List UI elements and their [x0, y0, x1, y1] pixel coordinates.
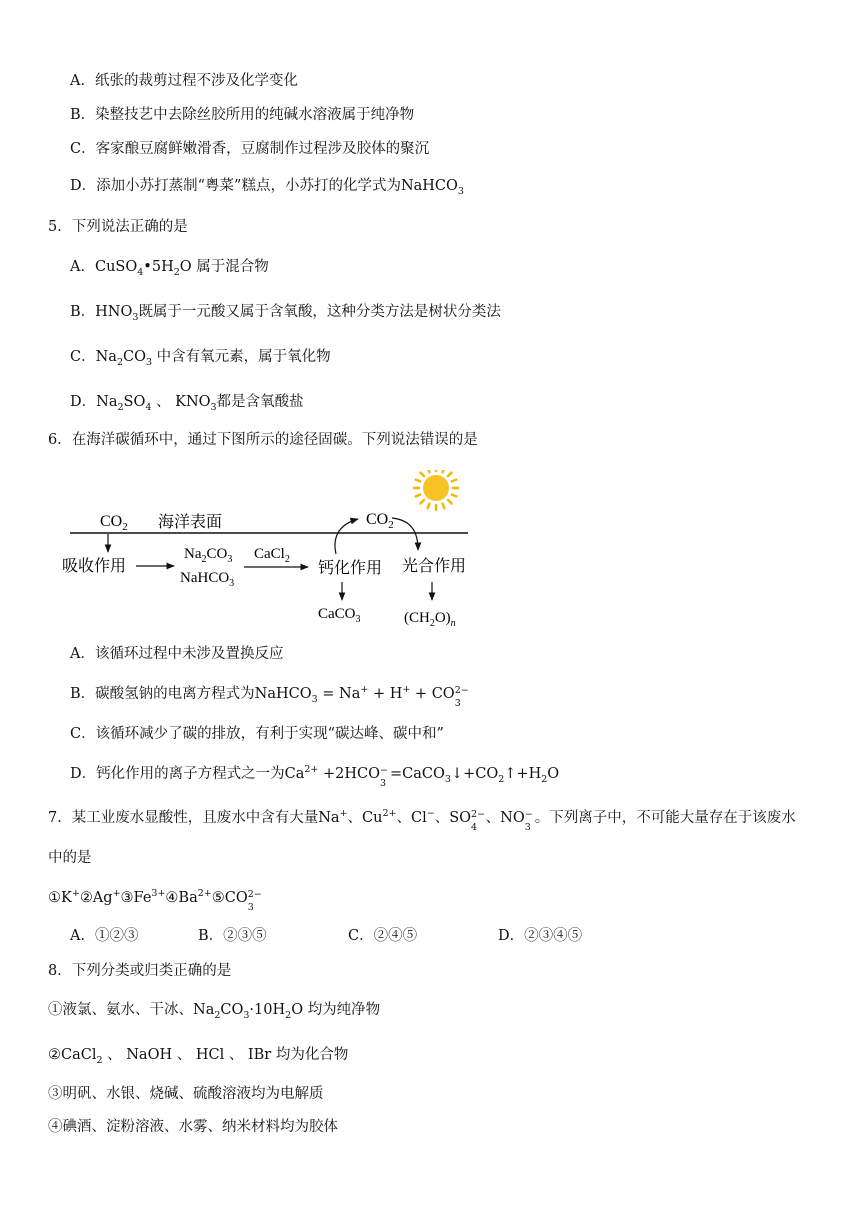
q4-option-d-formula: NaHCO$_3$ [400, 178, 464, 197]
q5-option-a [70, 257, 269, 277]
carbon-cycle-diagram [60, 470, 480, 640]
absorb-label: 吸收作用 [62, 556, 127, 575]
q8-item-3: ③明矾、水银、烧碱、硫酸溶液均为电解质 [48, 1086, 324, 1102]
q4-option-d-text: D．添加小苏打蒸制“粤菜”糕点，小苏打的化学式为 [70, 178, 401, 194]
q6-option-a: A．该循环过程中未涉及置换反应 [70, 646, 284, 662]
q7-option-b: B．②③⑤ [198, 928, 267, 944]
q7-stem-line2: 中的是 [48, 850, 92, 866]
q5-d-formula1: $Na_2SO_4$ [96, 394, 152, 413]
na2co3-label: $Na_2CO_3$ [184, 546, 233, 565]
co2-label-mid: $CO_2$ [366, 511, 394, 531]
q5-b-text: 既属于一元酸又属于含氧酸，这种分类方法是树状分类法 [138, 304, 501, 320]
q7-options [70, 926, 582, 946]
q6-d-text: D．钙化作用的离子方程式之一为 [70, 766, 285, 782]
q8-i2-formulas: CaCl$_2$ 、 NaOH 、 HCl 、 IBr [61, 1047, 272, 1066]
q6-option-c: C．该循环减少了碳的排放，有利于实现“碳达峰、碳中和” [70, 726, 444, 742]
q5-a-text: 属于混合物 [196, 259, 269, 275]
co2-label-top: $CO_2$ [100, 513, 128, 533]
q5-option-b [70, 302, 501, 322]
q8-item-4: ④碘酒、淀粉溶液、水雾、纳米材料均为胶体 [48, 1119, 338, 1135]
q5-d-formula2: $KNO_3$ [175, 394, 217, 413]
q8-stem: 8．下列分类或归类正确的是 [48, 963, 232, 979]
caco3-label: CaCO$_3$ [318, 606, 361, 625]
q6-b-equation: NaHCO$_3$ = Na+ + H+ + CO 2− 3 [254, 684, 469, 709]
q5-d-sep: 、 [156, 394, 171, 410]
q5-option-c [70, 347, 331, 367]
nahco3-label: NaHCO$_3$ [180, 570, 235, 589]
q6-option-d [70, 764, 560, 789]
q5-b-label: B． [70, 304, 96, 320]
q7-option-c: C．②④⑤ [348, 928, 418, 944]
q4-option-c: C．客家酿豆腐鲜嫩滑香，豆腐制作过程涉及胶体的聚沉 [70, 141, 430, 157]
cacl2-label: CaCl$_2$ [254, 546, 290, 565]
q8-item-2 [48, 1045, 348, 1065]
q5-a-formula: $CuSO_4•5H_2O$ [94, 259, 192, 278]
q5-d-text: 都是含氧酸盐 [216, 394, 304, 410]
q5-option-d [70, 392, 304, 412]
photo-label: 光合作用 [402, 556, 467, 575]
q4-option-a: A．纸张的裁剪过程不涉及化学变化 [70, 73, 298, 89]
q5-a-label: A． [70, 259, 95, 275]
calcify-label: 钙化作用 [318, 558, 383, 577]
sun-icon [414, 470, 458, 510]
q7-option-d: D．②③④⑤ [498, 928, 583, 944]
q6-stem: 6．在海洋碳循环中，通过下图所示的途径固碳。下列说法错误的是 [48, 432, 478, 448]
q7-stem1: 7．某工业废水显酸性，且废水中含有大量 [48, 810, 319, 826]
q8-i2-mark: ② [48, 1047, 61, 1063]
q4-option-b: B．染整技艺中去除丝胶所用的纯碱水溶液属于纯净物 [70, 107, 415, 123]
q8-i1-formula: $Na_2CO_3\cdot 10H_2O$ [193, 1002, 304, 1021]
q7-stem2: 。下列离子中，不可能大量存在于该废水 [534, 810, 796, 826]
q8-i1-text: ①液氯、氨水、干冰、 [48, 1002, 193, 1018]
q7-ion-list: $①K^+②Ag^+③Fe^{3+}④Ba^{2+}⑤CO$ 2− 3 [48, 888, 262, 913]
q6-option-b [70, 684, 469, 709]
q5-c-formula: $Na_2CO_3$ [95, 349, 153, 368]
sea-surface-label: 海洋表面 [158, 512, 223, 531]
q5-c-text: 中含有氧元素，属于氧化物 [156, 349, 331, 365]
q5-d-label: D． [70, 394, 97, 410]
q6-b-text: B．碳酸氢钠的电离方程式为 [70, 686, 255, 702]
q4-option-d [70, 176, 464, 196]
q5-c-label: C． [70, 349, 96, 365]
q8-i1-text2: 均为纯净物 [307, 1002, 381, 1018]
q8-item-1 [48, 1000, 380, 1020]
q7-ions: Na+、$Cu^{2+}$、Cl−、SO 2− 4 、NO − 3 [318, 808, 533, 833]
q5-b-formula: $HNO_3$ [95, 304, 139, 323]
q7-option-a: A．①②③ [70, 928, 139, 944]
q7-stem-line1 [48, 808, 796, 833]
ch2o-label: $(CH_2O)_n$ [404, 610, 456, 629]
q6-d-equation: $Ca^{2+} +2HCO$ − 3 $=CaCO_3↓+CO_2↑+H_2O$ [284, 764, 560, 789]
q8-i2-text: 均为化合物 [275, 1047, 349, 1063]
q5-stem: 5．下列说法正确的是 [48, 219, 188, 235]
